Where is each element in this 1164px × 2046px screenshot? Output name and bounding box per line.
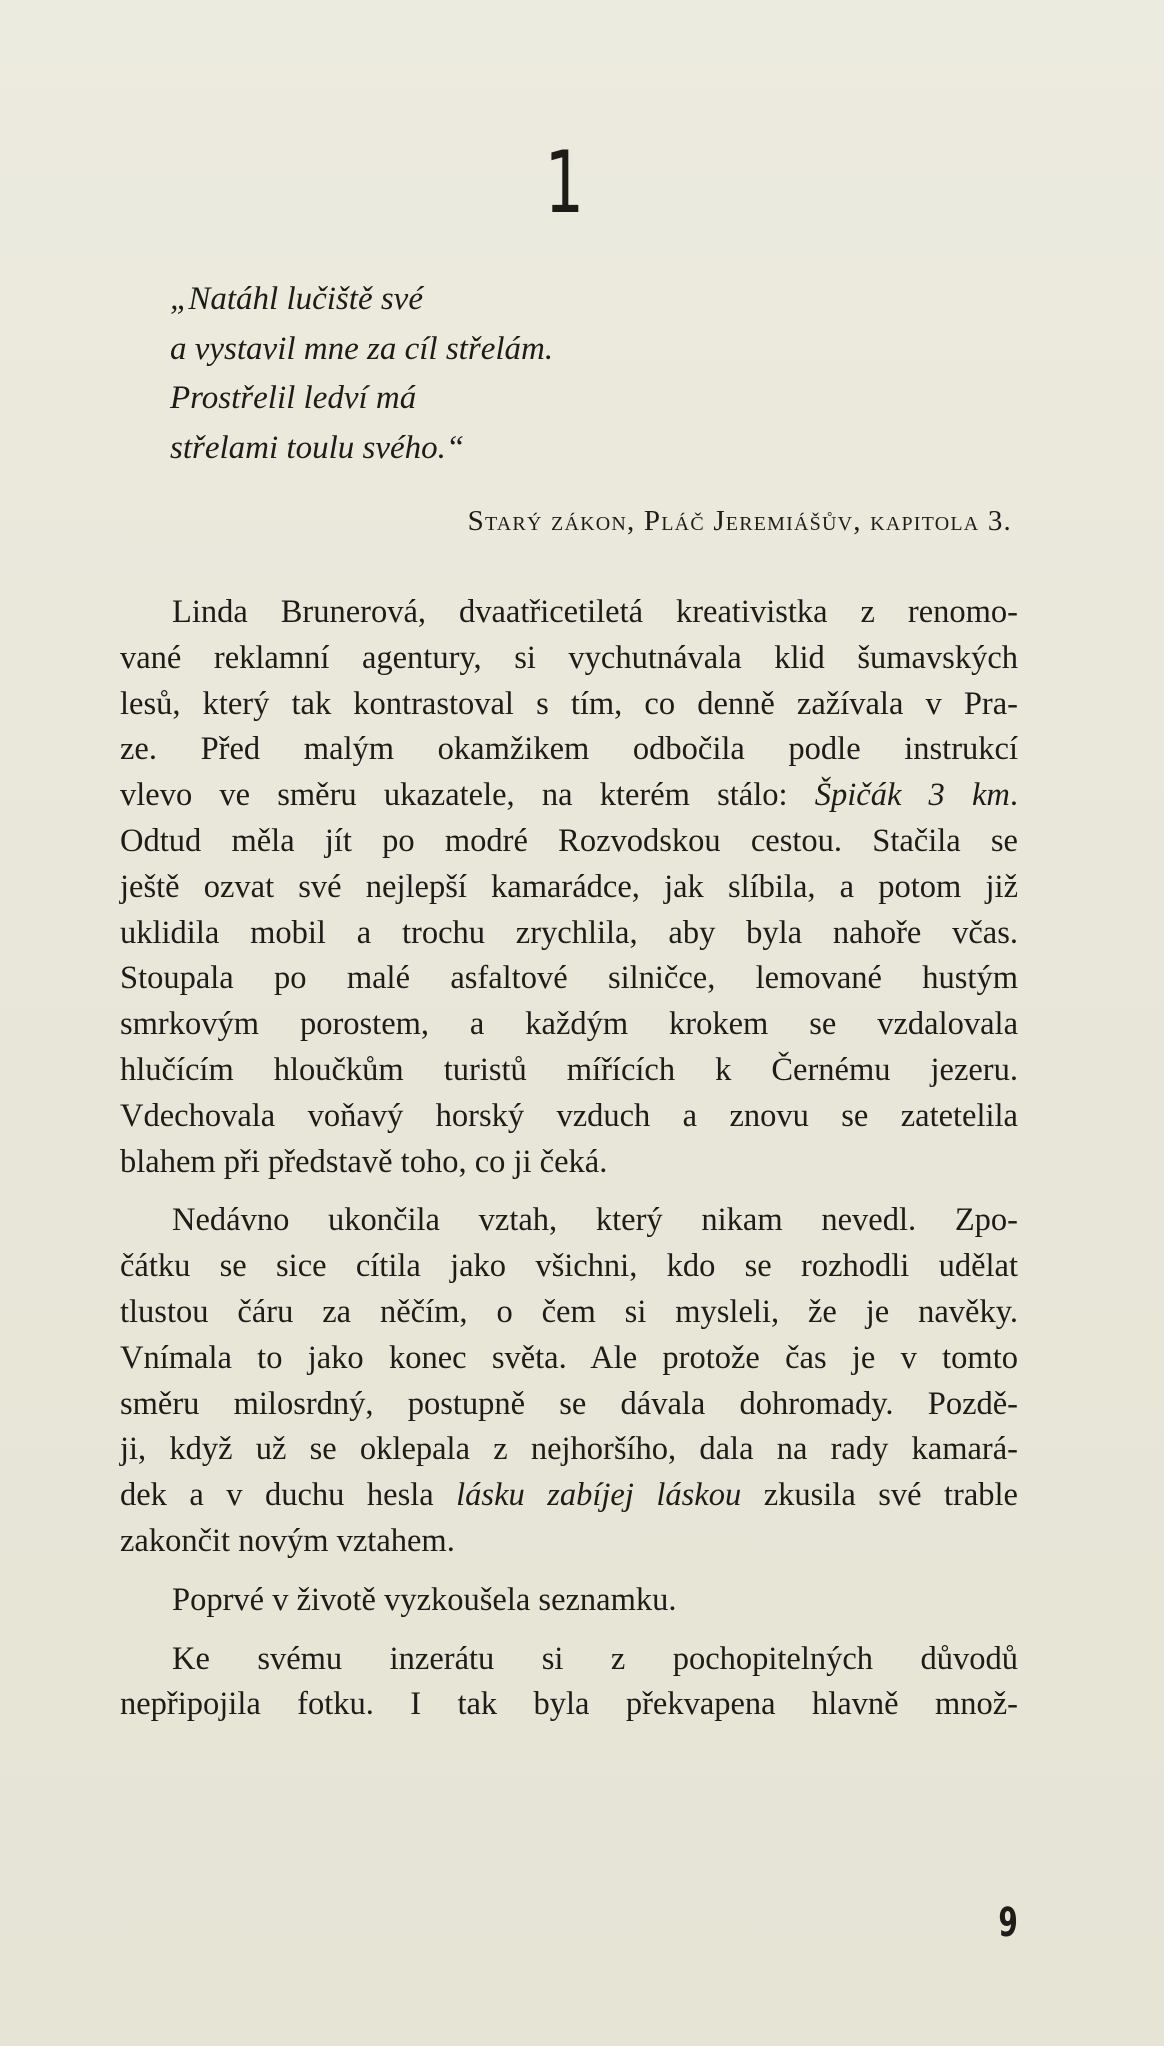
epigraph-line: Prostřelil ledví má <box>170 380 417 416</box>
text-line: Vnímala to jako konec světa. Ale protože čas je v tomto <box>120 1339 1018 1376</box>
italic-run: lásku zabíjej láskou <box>456 1477 742 1514</box>
text-line: čátku se sice cítila jako všichni, kdo se rozhodli udělat <box>120 1248 1018 1285</box>
text-run: zkusila své trable <box>741 1477 1018 1514</box>
text-line: Odtud měla jít po modré Rozvodskou cestou. Stačila se <box>120 822 1018 859</box>
text-line <box>120 773 1018 819</box>
text-line: ji, když už se oklepala z nejhoršího, dala na rady kamará- <box>120 1431 1018 1468</box>
paragraph <box>120 1637 1018 1729</box>
page-number: 9 <box>998 1900 1018 1946</box>
text-run: vlevo ve směru ukazatele, na kterém stálo: <box>120 777 815 814</box>
text-line: Stoupala po malé asfaltové silničce, lemované hustým <box>120 960 1018 997</box>
text-line: nepřipojila fotku. I tak byla překvapena hlavně množ- <box>120 1686 1018 1723</box>
text-run: dek a v duchu hesla <box>120 1477 457 1514</box>
text-line: ještě ozvat své nejlepší kamarádce, jak slíbila, a potom již <box>120 868 1018 905</box>
text-line: blahem při představě toho, co ji čeká. <box>120 1143 608 1180</box>
text-line: hlučícím hloučkům turistů mířících k Černému jezeru. <box>120 1051 1018 1088</box>
text-line <box>120 1473 1018 1519</box>
text-line: Poprvé v životě vyzkoušela seznamku. <box>172 1581 677 1618</box>
text-run: . <box>1009 777 1019 814</box>
text-line: Vdechovala voňavý horský vzduch a znovu se zatetelila <box>120 1097 1018 1134</box>
text-line: lesů, který tak kontrastoval s tím, co denně zažívala v Pra- <box>120 685 1018 722</box>
italic-run: Špičák 3 km <box>814 777 1010 814</box>
text-line: tlustou čáru za něčím, o čem si mysleli, že je navěky. <box>120 1293 1018 1330</box>
text-line: smrkovým porostem, a každým krokem se vzdalovala <box>120 1006 1018 1043</box>
paragraph <box>120 1578 1018 1624</box>
text-line: uklidila mobil a trochu zrychlila, aby byla nahoře včas. <box>120 914 1018 951</box>
epigraph-line: střelami toulu svého.“ <box>170 429 465 466</box>
text-line: směru milosrdný, postupně se dávala dohromady. Pozdě- <box>120 1385 1018 1422</box>
text-line: ze. Před malým okamžikem odbočila podle instrukcí <box>120 731 1018 768</box>
epigraph <box>170 275 970 473</box>
text-line: Ke svému inzerátu si z pochopitelných důvodů <box>172 1640 1018 1677</box>
chapter-number: 1 <box>544 133 584 233</box>
epigraph-line: a vystavil mne za cíl střelám. <box>170 330 554 367</box>
paragraph <box>120 1198 1018 1564</box>
epigraph-line: „Natáhl lučiště své <box>170 281 423 317</box>
paragraph <box>120 590 1018 1185</box>
text-line: Linda Brunerová, dvaatřicetiletá kreativistka z renomo- <box>172 594 1018 630</box>
body-text <box>120 590 1018 1728</box>
text-line: vané reklamní agentury, si vychutnávala klid šumavských <box>120 639 1018 676</box>
epigraph-source: Starý zákon, Pláč Jeremiášův, kapitola 3. <box>467 505 1012 537</box>
text-line: Nedávno ukončila vztah, který nikam nevedl. Zpo- <box>172 1202 1018 1239</box>
text-line: zakončit novým vztahem. <box>120 1522 455 1559</box>
